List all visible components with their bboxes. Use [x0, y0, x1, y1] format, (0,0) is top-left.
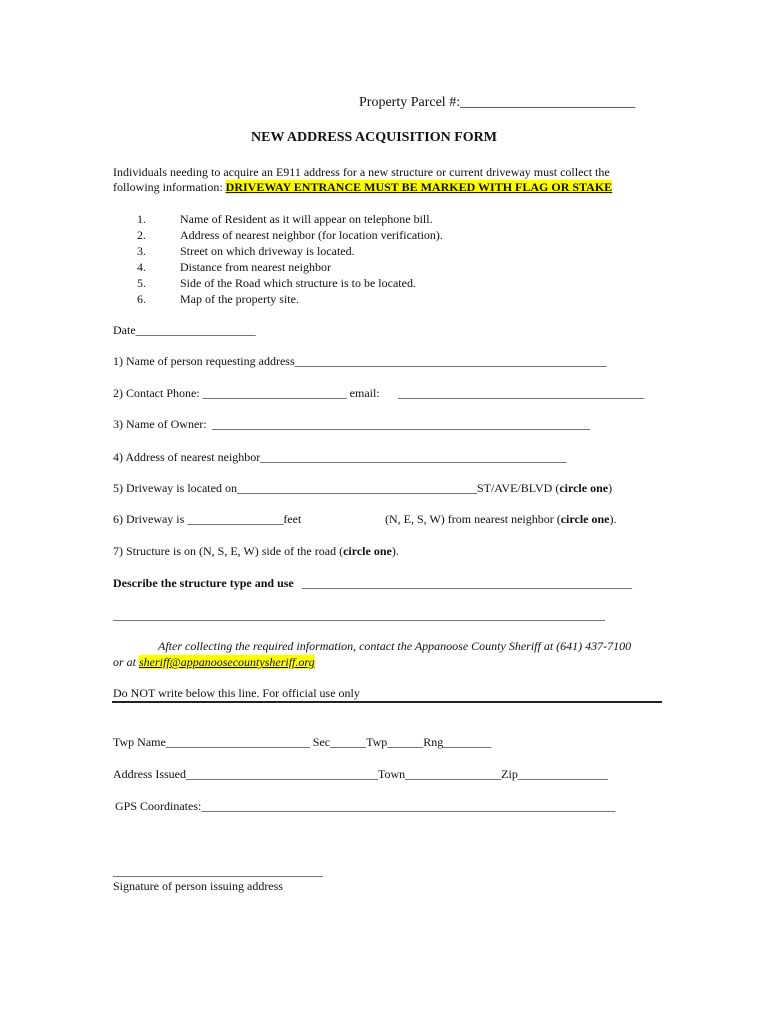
requirement-num: 6.	[137, 292, 146, 306]
requirement-num: 5.	[137, 276, 146, 290]
circle-one-label: circle one	[559, 481, 609, 495]
contact-phone-field[interactable]: 2) Contact Phone: ________________________ email:	[113, 386, 380, 400]
driveway-street-text: 5) Driveway is located on________________________________________ST/AVE/BLVD (	[113, 481, 560, 495]
driveway-street-suffix: )	[608, 481, 613, 495]
township-range-field[interactable]: Twp Name________________________ Sec______Twp______Rng________	[113, 735, 492, 749]
intro-line-2	[113, 180, 612, 194]
owner-name-label: 3) Name of Owner:	[113, 417, 207, 431]
requirement-num: 4.	[137, 260, 146, 274]
requirement-num: 3.	[137, 244, 146, 258]
signature-label: Signature of person issuing address	[113, 879, 283, 893]
form-title: NEW ADDRESS ACQUISITION FORM	[251, 130, 497, 145]
direction-suffix: ).	[609, 512, 617, 526]
address-issued-field[interactable]: Address Issued________________________________Town________________Zip_______________	[113, 767, 608, 781]
flag-stake-notice: DRIVEWAY ENTRANCE MUST BE MARKED WITH FLAG OR STAKE	[225, 180, 613, 194]
structure-description-field[interactable]: _______________________________________________________	[302, 576, 632, 590]
sheriff-contact-line-2	[113, 655, 315, 669]
direction-options: (N, E, S, W) from nearest neighbor (	[385, 512, 561, 526]
parcel-number-field[interactable]: Property Parcel #:_________________________	[359, 95, 636, 110]
sheriff-contact-line: After collecting the required information, contact the Appanoose County Sheriff at (641) 437-7100	[158, 639, 632, 653]
structure-description-label: Describe the structure type and use	[113, 576, 294, 590]
structure-description-field-2[interactable]: __________________________________________________________________________________	[113, 608, 605, 622]
requirement-text: Side of the Road which structure is to be located.	[180, 276, 416, 290]
circle-one-label: circle one	[343, 544, 392, 558]
driveway-distance-field[interactable]: 6) Driveway is ________________feet	[113, 512, 302, 526]
contact-prefix: or at	[113, 655, 140, 669]
requirement-text: Map of the property site.	[180, 292, 299, 306]
driveway-street-field[interactable]	[113, 481, 612, 495]
structure-side-text: 7) Structure is on (N, S, E, W) side of the road (	[113, 544, 344, 558]
intro-line-2-prefix: following information:	[113, 180, 226, 194]
sheriff-email-link[interactable]: sheriff@appanoosecountysheriff.org	[139, 655, 315, 669]
requirement-num: 2.	[137, 228, 146, 242]
owner-name-field[interactable]: _______________________________________________________________	[212, 417, 590, 431]
requirement-text: Name of Resident as it will appear on telephone bill.	[180, 212, 433, 226]
requirement-text: Street on which driveway is located.	[180, 244, 355, 258]
requirement-text: Address of nearest neighbor (for location verification).	[180, 228, 443, 242]
neighbor-direction-field[interactable]	[385, 512, 617, 526]
structure-side-field[interactable]	[113, 544, 399, 558]
official-use-heading: Do NOT write below this line. For official use only	[113, 686, 360, 700]
official-use-divider	[112, 701, 662, 703]
email-field[interactable]: _________________________________________	[398, 386, 644, 400]
requirement-num: 1.	[137, 212, 146, 226]
requirement-text: Distance from nearest neighbor	[180, 260, 331, 274]
neighbor-address-field[interactable]: 4) Address of nearest neighbor___________________________________________________	[113, 450, 567, 464]
intro-line-1: Individuals needing to acquire an E911 address for a new structure or current driveway must collect the	[113, 165, 610, 179]
structure-side-suffix: ).	[391, 544, 399, 558]
circle-one-label: circle one	[560, 512, 610, 526]
requester-name-field[interactable]: 1) Name of person requesting address____________________________________________________	[113, 354, 607, 368]
signature-line[interactable]: ___________________________________	[113, 864, 323, 878]
gps-coordinates-field[interactable]: GPS Coordinates:_____________________________________________________________________	[112, 799, 616, 813]
date-field[interactable]: Date____________________	[113, 323, 256, 337]
